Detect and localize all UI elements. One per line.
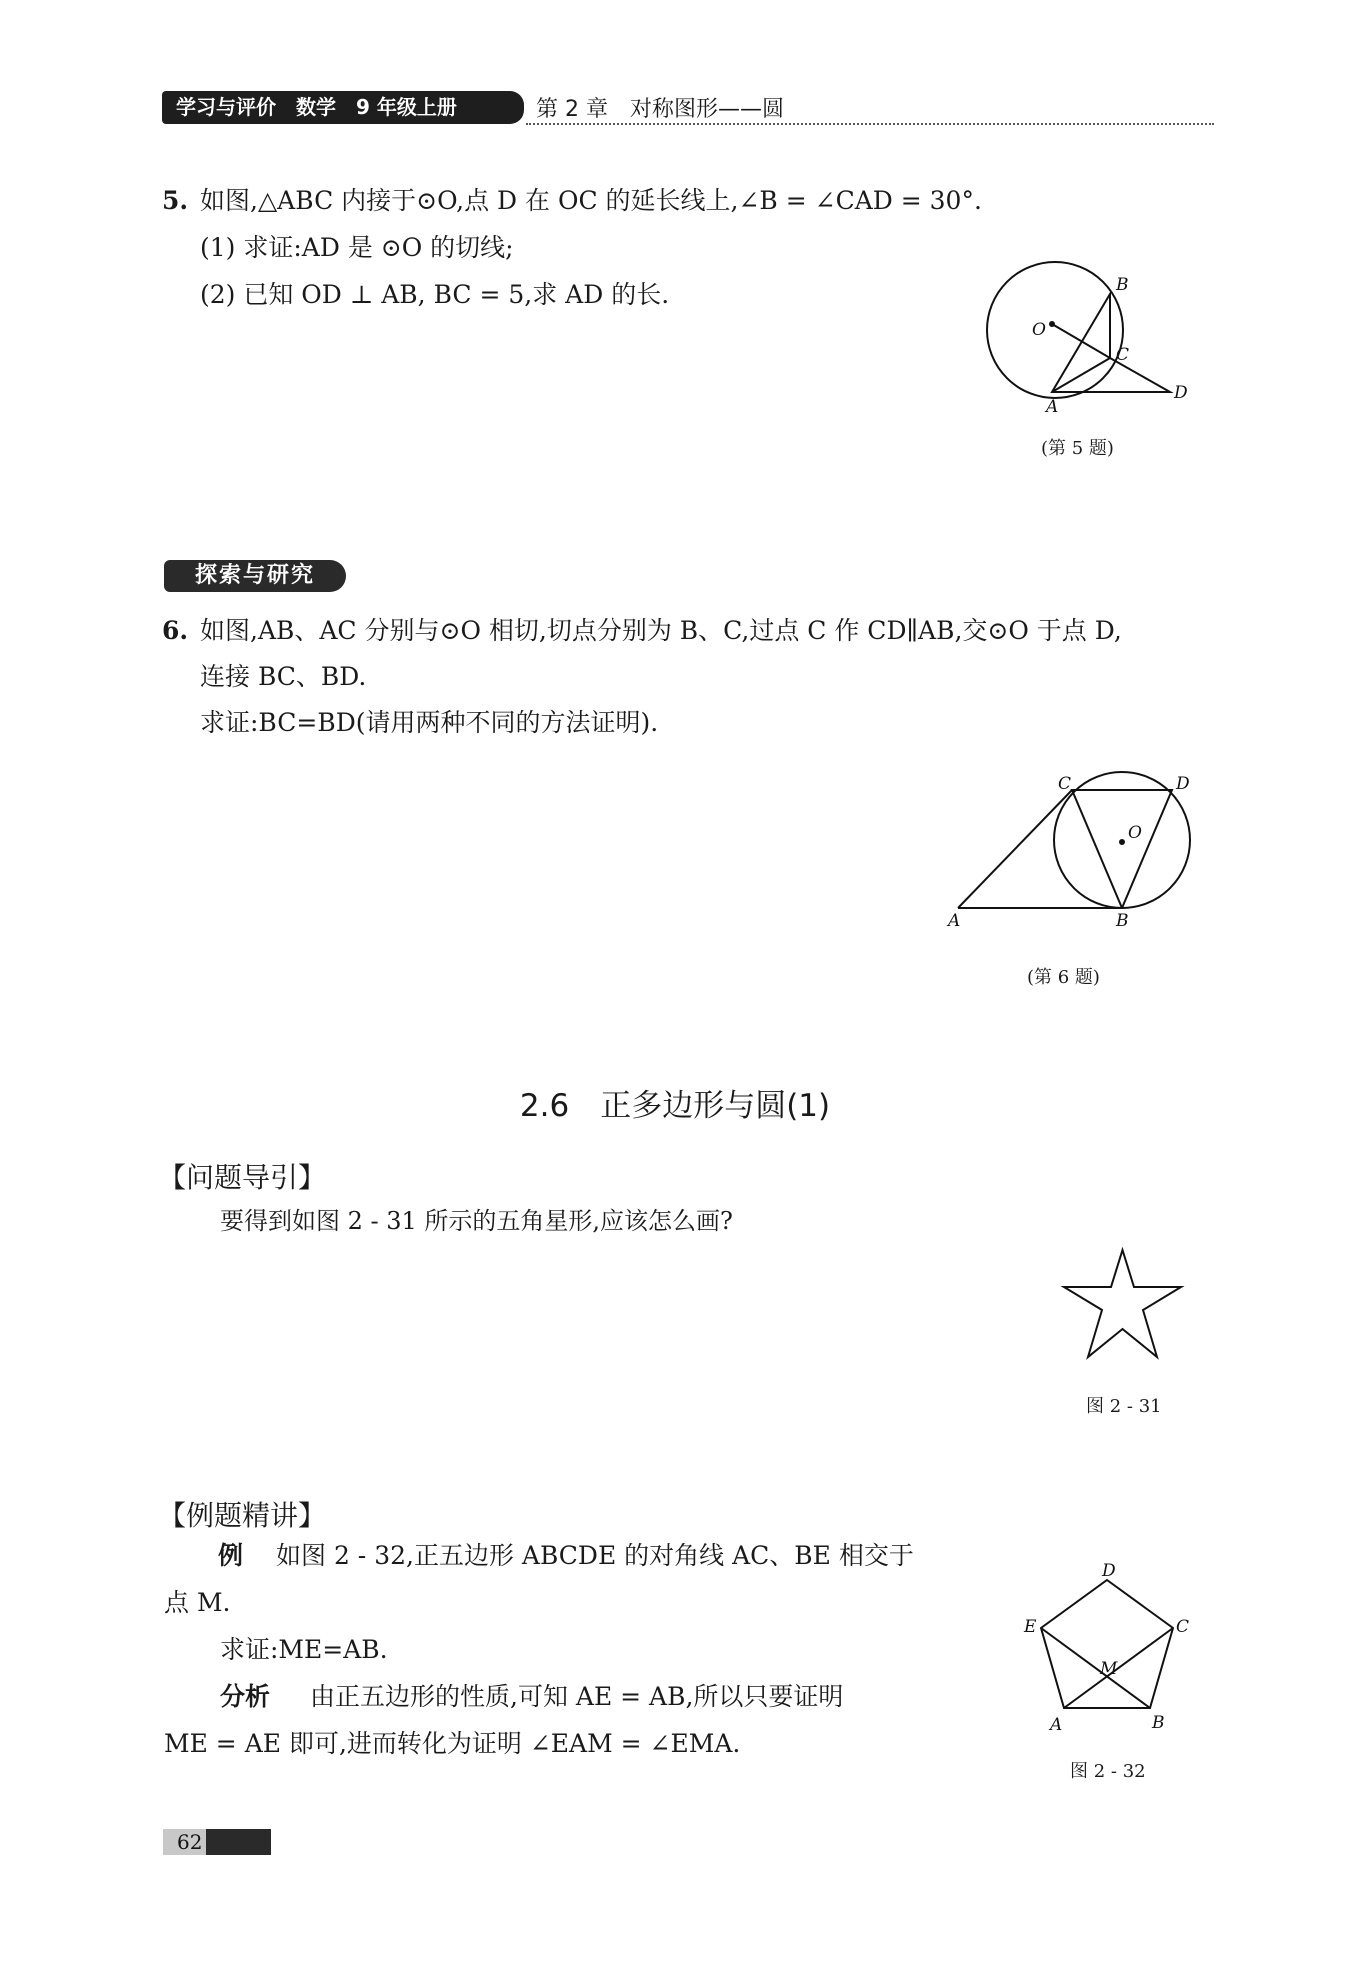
q6-number: 6. bbox=[162, 616, 189, 645]
q5-part1: (1) 求证:AD 是 ⊙O 的切线; bbox=[200, 233, 514, 262]
star-caption: 图 2 - 31 bbox=[1086, 1396, 1162, 1417]
q6-line2: 连接 BC、BD. bbox=[200, 662, 367, 691]
q6-line3: 求证:BC=BD(请用两种不同的方法证明). bbox=[200, 708, 659, 737]
q5-stem: 如图,△ABC 内接于⊙O,点 D 在 OC 的延长线上,∠B = ∠CAD = 30°. bbox=[200, 186, 982, 215]
q5-label-d: D bbox=[1174, 383, 1188, 403]
pentagon-label-a: A bbox=[1050, 1715, 1063, 1735]
page-number: 62 bbox=[163, 1829, 271, 1855]
header-divider bbox=[526, 123, 1214, 125]
q5-label-b: B bbox=[1116, 275, 1129, 295]
explore-research-badge: 探索与研究 bbox=[164, 560, 346, 592]
analysis-line1: 由正五边形的性质,可知 AE = AB,所以只要证明 bbox=[310, 1682, 844, 1711]
q6-label-b: B bbox=[1116, 911, 1129, 931]
five-point-star bbox=[1064, 1250, 1181, 1357]
diagonal-ac bbox=[1064, 1628, 1173, 1708]
q5-label-a: A bbox=[1046, 397, 1059, 417]
q5-label-c: C bbox=[1116, 345, 1130, 365]
q6-label-d: D bbox=[1176, 774, 1190, 794]
pentagon-label-b: B bbox=[1152, 1713, 1165, 1733]
q6-center-point bbox=[1119, 839, 1125, 845]
example-heading: 【例题精讲】 bbox=[158, 1499, 327, 1532]
pentagon-label-d: D bbox=[1102, 1561, 1116, 1581]
q5-figure bbox=[970, 260, 1200, 420]
analysis-label: 分析 bbox=[220, 1682, 271, 1711]
q5-circle bbox=[987, 262, 1123, 398]
q5-caption: (第 5 题) bbox=[1041, 438, 1114, 459]
section-title: 2.6 正多边形与圆(1) bbox=[519, 1088, 831, 1124]
pentagon-label-e: E bbox=[1024, 1617, 1037, 1637]
chapter-title: 第 2 章 对称图形——圆 bbox=[536, 97, 784, 122]
guide-heading: 【问题导引】 bbox=[158, 1161, 327, 1194]
q6-lines bbox=[958, 790, 1172, 908]
q5-label-o: O bbox=[1032, 320, 1046, 340]
diagonal-be bbox=[1041, 1628, 1150, 1708]
q6-caption: (第 6 题) bbox=[1027, 967, 1100, 988]
q6-label-a: A bbox=[948, 911, 961, 931]
regular-pentagon bbox=[1041, 1580, 1173, 1708]
example-line2: 点 M. bbox=[164, 1588, 231, 1617]
q6-label-o: O bbox=[1128, 823, 1142, 843]
example-label: 例 bbox=[218, 1541, 244, 1570]
pentagon-label-m: M bbox=[1100, 1659, 1118, 1679]
q6-figure bbox=[940, 768, 1200, 938]
q5-part2: (2) 已知 OD ⊥ AB, BC = 5,求 AD 的长. bbox=[200, 280, 670, 309]
book-title-bar: 学习与评价 数学 9 年级上册 bbox=[162, 91, 524, 124]
q6-label-c: C bbox=[1058, 774, 1072, 794]
star-figure bbox=[1055, 1245, 1190, 1370]
q5-number: 5. bbox=[162, 186, 189, 215]
example-line3: 求证:ME=AB. bbox=[220, 1635, 388, 1664]
pentagon-figure bbox=[1010, 1560, 1200, 1740]
guide-text: 要得到如图 2 - 31 所示的五角星形,应该怎么画? bbox=[220, 1207, 733, 1235]
q5-lines bbox=[1052, 294, 1170, 392]
pentagon-caption: 图 2 - 32 bbox=[1070, 1761, 1146, 1782]
example-line1: 如图 2 - 32,正五边形 ABCDE 的对角线 AC、BE 相交于 bbox=[276, 1541, 914, 1570]
q6-line1: 如图,AB、AC 分别与⊙O 相切,切点分别为 B、C,过点 C 作 CD∥AB,交⊙O 于点 D, bbox=[200, 616, 1122, 645]
analysis-line2: ME = AE 即可,进而转化为证明 ∠EAM = ∠EMA. bbox=[164, 1729, 741, 1758]
pentagon-label-c: C bbox=[1176, 1617, 1190, 1637]
